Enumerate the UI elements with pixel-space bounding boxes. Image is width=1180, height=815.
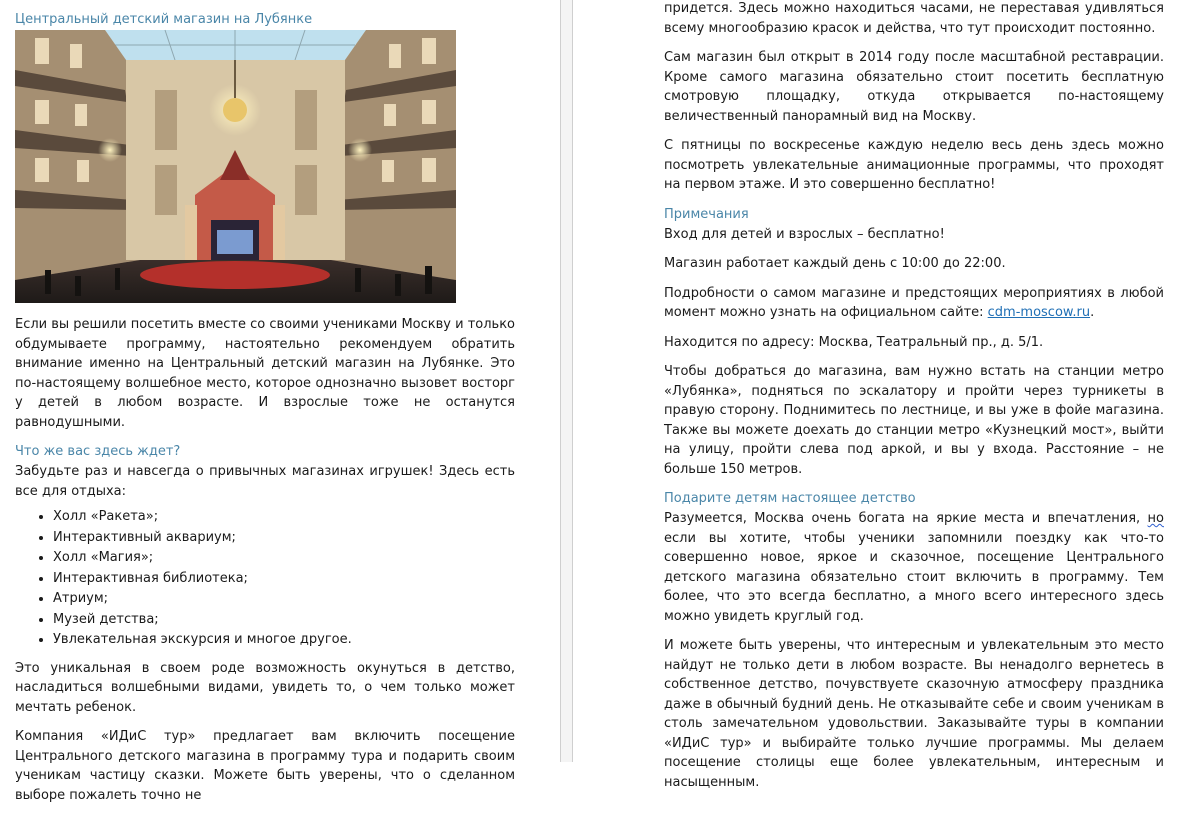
list-item: • Музей детства; xyxy=(53,610,515,631)
section-heading-what-awaits: Что же вас здесь ждет? xyxy=(15,444,181,459)
website-link[interactable]: cdm-moscow.ru xyxy=(987,305,1091,320)
note-free-entry: Вход для детей и взрослых – бесплатно! xyxy=(664,226,945,242)
list-item: • Атриум; xyxy=(53,589,515,610)
company-paragraph: Компания «ИДиС тур» предлагает вам включить посещение Центрального детского магазина в программу тура и подарить своим ученикам частицу сказки. Можете быть уверены, что о сделанном выборе пожалеть точно не xyxy=(15,729,515,803)
unique-paragraph: Это уникальная в своем роде возможность окунуться в детство, насладиться волшебными видами, увидеть то, о чем только может мечтать ребенок. xyxy=(15,660,515,715)
list-item: • Холл «Магия»; xyxy=(53,548,515,569)
list-item: • Холл «Ракета»; xyxy=(53,507,515,528)
left-column xyxy=(15,0,515,815)
gift-para1-end: если вы хотите, чтобы ученики запомнили поездку как что-то совершенно новое, яркое и сказочное, посещение Центрального детского магазина обязательно стоит включить в программу. Тем более, что это всегда бесплатно, а много всего интересного здесь можно увидеть круглый год. xyxy=(664,530,1164,624)
article-title: Центральный детский магазин на Лубянке xyxy=(15,12,313,27)
note-details-end: . xyxy=(1090,305,1095,320)
list-item: • Интерактивная библиотека; xyxy=(53,569,515,590)
continued-paragraph: придется. Здесь можно находиться часами, не переставая удивляться всему многообразию красок и действа, что тут происходит постоянно. xyxy=(664,1,1164,36)
weekend-paragraph: С пятницы по воскресенье каждую неделю весь день здесь можно посмотреть увлекательные анимационные программы, что проходят на первом этаже. И это совершенно бесплатно! xyxy=(664,138,1164,192)
right-column xyxy=(664,0,1164,802)
page-gutter xyxy=(560,0,573,762)
right-page xyxy=(573,0,1180,790)
list-item: • Интерактивный аквариум; xyxy=(53,528,515,549)
note-details xyxy=(664,284,1164,323)
spellcheck-mark[interactable]: но xyxy=(1147,511,1164,526)
gift-heading: Подарите детям настоящее детство xyxy=(664,491,916,506)
intro-paragraph: Если вы решили посетить вместе со своими учениками Москву и только обдумываете программу, настоятельно рекомендуем обратить внимание именно на Центральный детский магазин на Лубянке. Это по-настоящему волшебное место, которое однозначно вызовет восторг у детей в любом возрасте. И взрослые тоже не останутся равнодушными. xyxy=(15,317,515,430)
gift-para1-start: Разумеется, Москва очень богата на яркие места и впечатления, xyxy=(664,511,1148,526)
notes-heading: Примечания xyxy=(664,206,749,222)
list-item: • Увлекательная экскурсия и многое другое. xyxy=(53,630,515,651)
gift-paragraph-2: И можете быть уверены, что интересным и увлекательным это место найдут не только дети в любом возрасте. Вы ненадолго вернетесь в собственное детство, почувствуете сказочную атмосферу праздника даже в обычный будний день. Не отказывайте себе и своим ученикам в столь замечательном удовольствии. Заказывайте туры в компании «ИДиС тур» и выбирайте только лучшие программы. Мы делаем посещение столицы еще более увлекательным, интересным и насыщенным. xyxy=(664,638,1164,790)
note-directions: Чтобы добраться до магазина, вам нужно встать на станции метро «Лубянка», подняться по эскалатору и пройти через турникеты в правую сторону. Поднимитесь по лестнице, и вы уже в фойе магазина. Также вы можете доехать до станции метро «Кузнецкий мост», выйти на улицу, пройти слева под аркой, и вы у входа. Расстояние – не больше 150 метров. xyxy=(664,364,1164,477)
note-address: Находится по адресу: Москва, Театральный пр., д. 5/1. xyxy=(664,334,1044,350)
gift-paragraph-1 xyxy=(664,509,1164,626)
left-page xyxy=(0,0,560,803)
note-hours: Магазин работает каждый день с 10:00 до 22:00. xyxy=(664,256,1006,271)
store-atrium-photo xyxy=(15,30,456,303)
section-lead-paragraph: Забудьте раз и навсегда о привычных магазинах игрушек! Здесь есть все для отдыха: xyxy=(15,464,515,499)
features-list xyxy=(15,507,515,651)
opened-paragraph: Сам магазин был открыт в 2014 году после масштабной реставрации. Кроме самого магазина обязательно стоит посетить бесплатную смотровую площадку, откуда открывается по-настоящему величественный панорамный вид на Москву. xyxy=(664,50,1164,124)
note-details-text: Подробности о самом магазине и предстоящих мероприятиях в любой момент можно узнать на официальном сайте: xyxy=(664,285,1164,320)
